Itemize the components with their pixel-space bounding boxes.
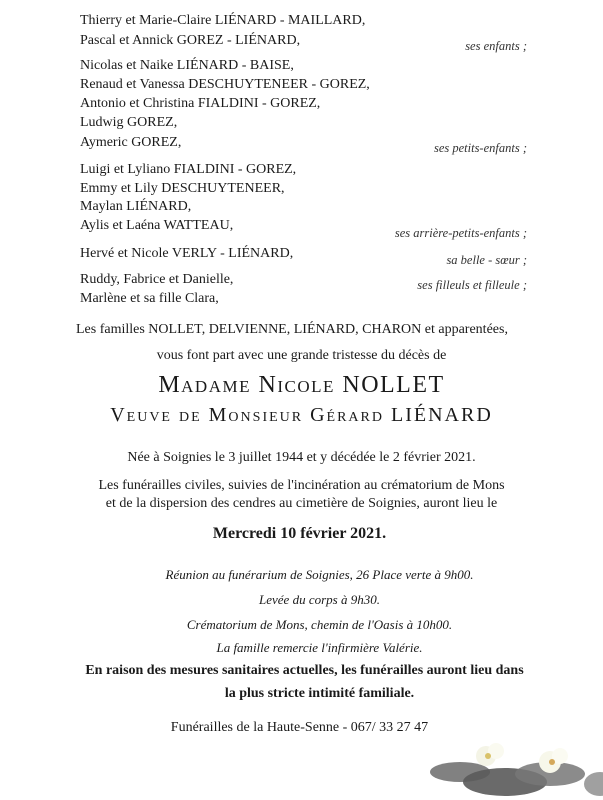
families-line: Les familles NOLLET, DELVIENNE, LIÉNARD, CHARON et apparentées, [76, 322, 508, 337]
family-name: Maylan LIÉNARD, [80, 199, 192, 214]
relation-label: ses filleuls et filleule ; [417, 278, 527, 292]
family-name: Hervé et Nicole VERLY - LIÉNARD, [80, 246, 294, 261]
family-name: Marlène et sa fille Clara, [80, 291, 219, 306]
detail-line: La famille remercie l'infirmière Valérie. [216, 640, 423, 655]
deceased-name: Madame Nicole NOLLET [158, 372, 445, 398]
relation-label: ses arrière-petits-enfants ; [394, 226, 527, 240]
family-name: Renaud et Vanessa DESCHUYTENEER - GOREZ, [80, 77, 370, 92]
notice-line: En raison des mesures sanitaires actuelles, les funérailles auront lieu dans [85, 663, 524, 678]
family-name: Thierry et Marie-Claire LIÉNARD - MAILLARD, [80, 13, 366, 28]
stones-orchid-decoration [410, 740, 603, 800]
birth-death: Née à Soignies le 3 juillet 1944 et y décédée le 2 février 2021. [127, 450, 476, 465]
family-name: Aylis et Laéna WATTEAU, [80, 218, 234, 233]
family-name: Aymeric GOREZ, [80, 135, 182, 150]
relation-label: ses enfants ; [465, 39, 527, 53]
family-name: Luigi et Lyliano FIALDINI - GOREZ, [80, 162, 297, 177]
detail-line: Réunion au funérarium de Soignies, 26 Place verte à 9h00. [165, 567, 474, 582]
family-name: Antonio et Christina FIALDINI - GOREZ, [80, 96, 321, 111]
family-name: Ludwig GOREZ, [80, 115, 178, 130]
funeral-text: et de la dispersion des cendres au cimetière de Soignies, auront lieu le [105, 496, 498, 511]
family-name: Pascal et Annick GOREZ - LIÉNARD, [80, 33, 301, 48]
funeral-date: Mercredi 10 février 2021. [212, 525, 387, 542]
detail-line: Crématorium de Mons, chemin de l'Oasis à 10h00. [186, 617, 453, 632]
stone-icon [584, 772, 603, 796]
relation-label: ses petits-enfants ; [433, 141, 527, 155]
announce-line: vous font part avec une grande tristesse du décès de [156, 348, 447, 363]
family-name: Emmy et Lily DESCHUYTENEER, [80, 181, 285, 196]
notice-line: la plus stricte intimité familiale. [224, 686, 415, 701]
relation-label: sa belle - sœur ; [446, 253, 527, 267]
funeral-home: Funérailles de la Haute-Senne - 067/ 33 27 47 [170, 720, 429, 735]
family-name: Nicolas et Naike LIÉNARD - BAISE, [80, 58, 294, 73]
family-name: Ruddy, Fabrice et Danielle, [80, 272, 234, 287]
funeral-text: Les funérailles civiles, suivies de l'incinération au crématorium de Mons [98, 478, 505, 493]
deceased-subtitle: Veuve de Monsieur Gérard LIÉNARD [110, 404, 493, 426]
detail-line: Levée du corps à 9h30. [259, 592, 380, 607]
